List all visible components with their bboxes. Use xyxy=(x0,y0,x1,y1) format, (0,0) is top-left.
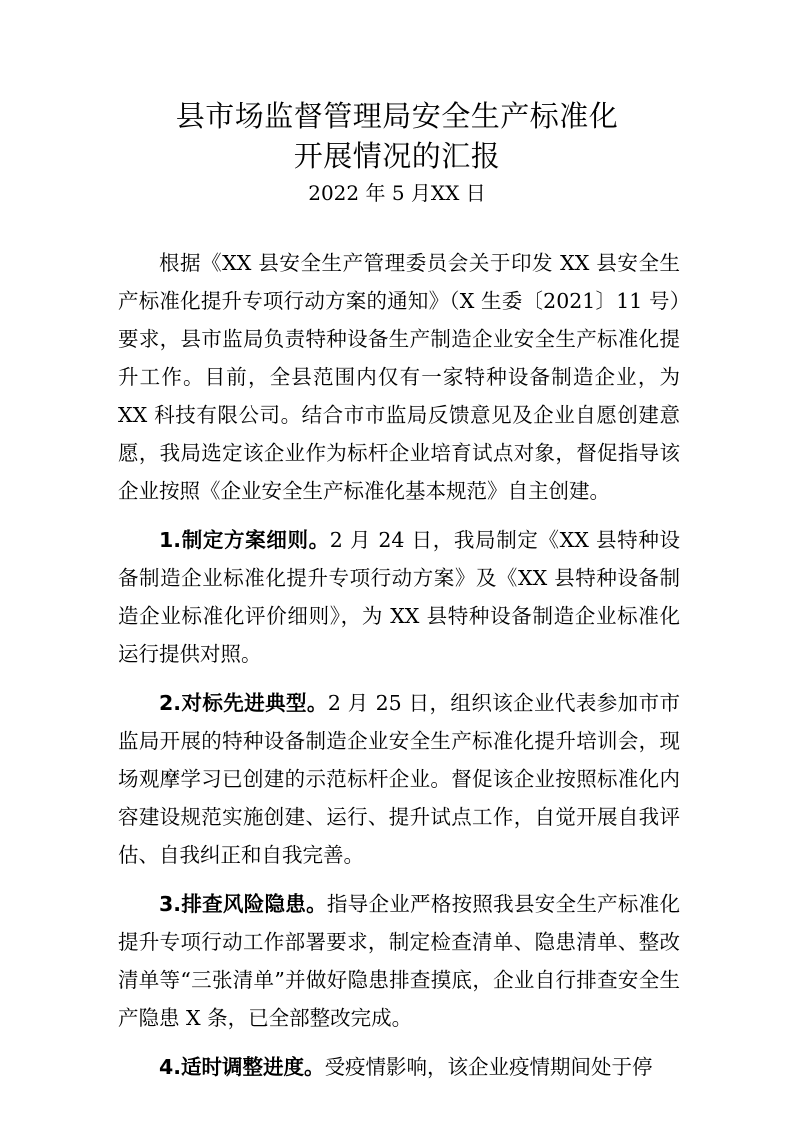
paragraph-4 xyxy=(118,1048,680,1086)
document-date: 2022 年 5 月XX 日 xyxy=(308,181,486,205)
paragraph-heading: 4.适时调整进度。 xyxy=(159,1055,325,1079)
document-title-line1: 县市场监督管理局安全生产标准化 xyxy=(175,99,619,133)
paragraph-intro xyxy=(118,244,680,510)
paragraph-heading: 2.对标先进典型。 xyxy=(159,691,328,715)
paragraph-text: 2 月 24 日，我局制定《XX 县特种设备制造企业标准化提升专项行动方案》及《XX 县特种设备制造企业标准化评价细则》，为 XX 县特种设备制造企业标准化运行提供对照。 xyxy=(118,528,680,666)
paragraph-text: 指导企业严格按照我县安全生产标准化提升专项行动工作部署要求，制定检查清单、隐患清单、整改清单等“三张清单”并做好隐患排查摸底，企业自行排查安全生产隐患 X 条，已全部整改完成。 xyxy=(118,892,680,1030)
paragraph-3 xyxy=(118,885,680,1037)
paragraph-1 xyxy=(118,521,680,673)
paragraph-text: 根据《XX 县安全生产管理委员会关于印发 XX 县安全生产标准化提升专项行动方案的通知》（X 生委〔2021〕11 号）要求，县市监局负责特种设备生产制造企业安全生产标准化提升工作。目前，全县范围内仅有一家特种设备制造企业，为 XX 科技有限公司。结合市市监局反馈意见及企业自愿创建意愿，我局选定该企业作为标杆企业培育试点对象，督促指导该企业按照《企业安全生产标准化基本规范》自主创建。 xyxy=(118,251,680,503)
paragraph-heading: 1.制定方案细则。 xyxy=(159,528,330,552)
document-body xyxy=(118,244,680,1097)
paragraph-text: 2 月 25 日，组织该企业代表参加市市监局开展的特种设备制造企业安全生产标准化提升培训会，现场观摩学习已创建的示范标杆企业。督促该企业按照标准化内容建设规范实施创建、运行、提升试点工作，自觉开展自我评估、自我纠正和自我完善。 xyxy=(118,691,680,867)
paragraph-text: 受疫情影响，该企业疫情期间处于停 xyxy=(324,1055,653,1079)
paragraph-heading: 3.排查风险隐患。 xyxy=(159,892,327,916)
document-title-line2: 开展情况的汇报 xyxy=(293,139,501,173)
paragraph-2 xyxy=(118,684,680,874)
